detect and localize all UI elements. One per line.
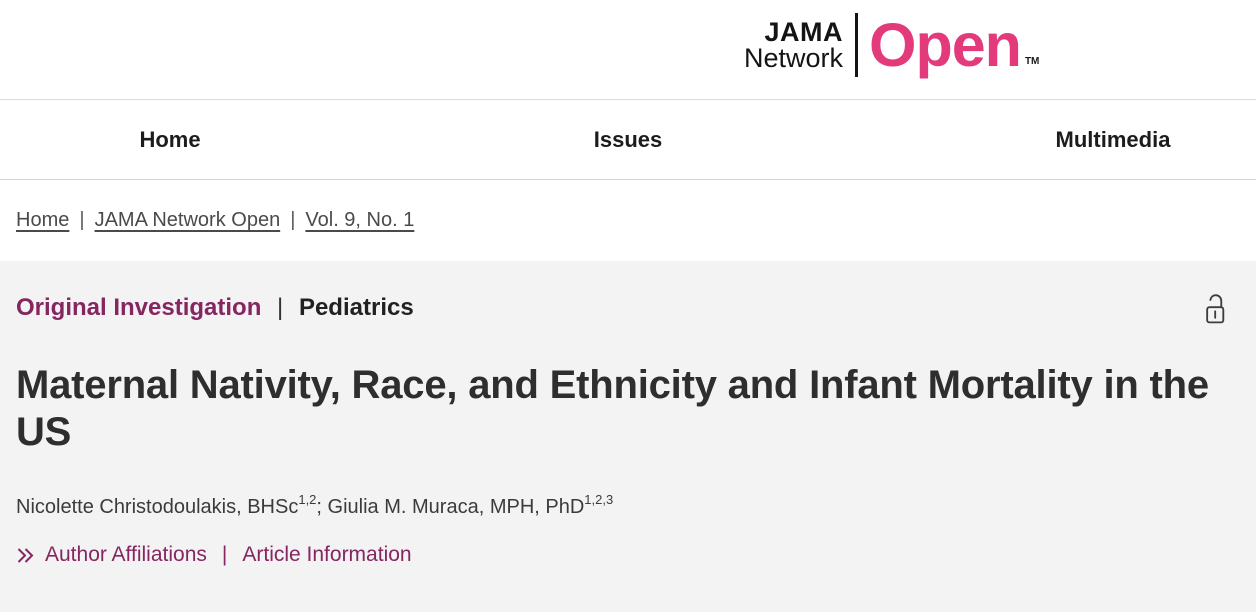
breadcrumb-issue[interactable]: Vol. 9, No. 1 (305, 209, 415, 231)
breadcrumb-home[interactable]: Home (16, 209, 70, 231)
nav-item-multimedia[interactable]: Multimedia (1055, 126, 1171, 152)
nav-item-issues[interactable]: Issues (593, 126, 663, 152)
open-access-lock-icon (1203, 292, 1227, 326)
article-information-link[interactable]: Article Information (242, 543, 412, 566)
article-title: Maternal Nativity, Race, and Ethnicity and Infant Mortality in the US (16, 363, 1209, 454)
article-subject-link[interactable]: Pediatrics (298, 294, 414, 321)
article-links (16, 543, 1240, 567)
site-header (0, 0, 1256, 99)
logo-jama: JAMA (764, 16, 844, 47)
author-affiliations-link[interactable]: Author Affiliations (45, 543, 207, 566)
double-chevron-icon (16, 547, 36, 564)
logo-open: Open (869, 11, 1021, 79)
logo-trademark: TM (1024, 56, 1040, 67)
logo-jama-network-text (744, 16, 844, 73)
nav-item-home[interactable]: Home (139, 126, 201, 152)
logo-divider (855, 13, 858, 77)
jama-network-open-logo[interactable] (744, 13, 1039, 77)
breadcrumb-journal[interactable]: JAMA Network Open (94, 209, 281, 231)
logo-network: Network (744, 42, 844, 73)
author-affiliation-numbers: 1,2 (298, 492, 317, 508)
author-name: Giulia M. Muraca, MPH, PhD (327, 496, 585, 518)
breadcrumb-separator: | (79, 209, 85, 231)
breadcrumb-separator: | (290, 209, 296, 231)
main-nav (0, 99, 1256, 180)
article-type (16, 291, 414, 325)
article-header (0, 261, 1256, 612)
author-separator: ; (316, 496, 328, 518)
author-name: Nicolette Christodoulakis, BHSc (16, 496, 299, 518)
breadcrumb (0, 180, 1256, 261)
author-list (16, 492, 1240, 519)
article-type-separator: | (277, 294, 284, 321)
article-links-separator: | (221, 543, 228, 566)
author-affiliation-numbers: 1,2,3 (584, 492, 614, 508)
article-type-row (16, 291, 1240, 326)
article-category-link[interactable]: Original Investigation (16, 294, 262, 321)
